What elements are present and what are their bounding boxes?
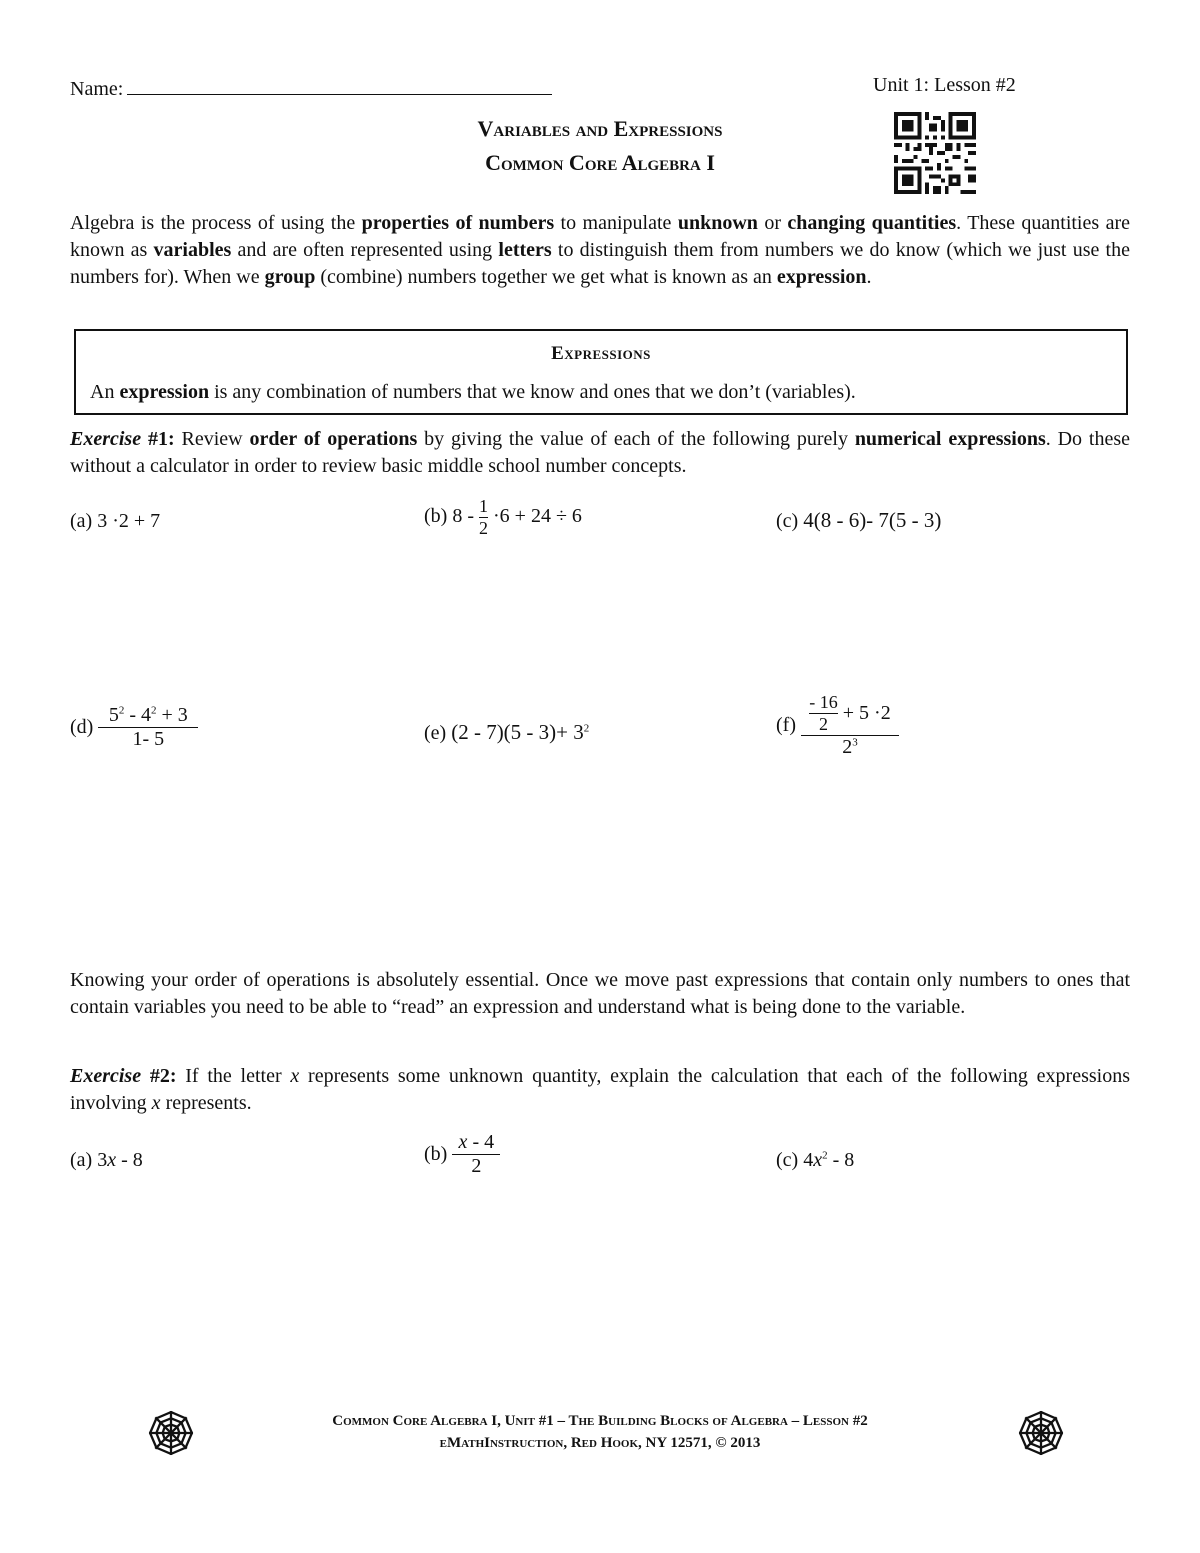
fraction-numerator: $\frac{- 16}{2}$ + 5 ·2 (809, 692, 891, 734)
fraction-numerator: $5^2 - 4^2 + 3$ (108, 704, 188, 726)
exercise1-prompt: Exercise #1: Review order of operations by giving the value of each of the following purely numerical expressions. Do these without a calculator in order to review basic middle school number concepts. (70, 428, 1131, 477)
fraction-denominator: 2 (452, 1154, 500, 1178)
transition-paragraph: Knowing your order of operations is absolutely essential. Once we move past expressions that contain only numbers to ones that contain variables you need to be able to “read” an expression and understand what is being done to the variable. (70, 969, 1130, 1018)
exercise2-item-a: (a) 3x - 8 (70, 1149, 143, 1171)
exercise1-item-f: (f) $\frac{- 16}{2}$ + 5 ·2 $2^3$ (776, 692, 899, 759)
unit-lesson-label: Unit 1: Lesson #2 (873, 74, 1016, 96)
name-label: Name: (70, 78, 124, 100)
fraction-numerator: 1 (479, 496, 488, 516)
exercise2-prompt: Exercise #2: If the letter x represents some unknown quantity, explain the calculation that each of the following expressions involving x represents. (70, 1065, 1130, 1114)
exercise2-item-c: (c) $4x^2 - 8$ (776, 1149, 855, 1171)
footer-line-2: eMathInstruction, Red Hook, NY 12571, © 2013 (439, 1435, 761, 1451)
fraction-denominator: $2^3$ (801, 735, 899, 759)
fraction-denominator: 2 (479, 518, 488, 538)
exercise1-item-a: (a) 3 ·2 + 7 (70, 510, 161, 532)
page-title: Variables and Expressions (477, 116, 723, 141)
exercise1-item-d: (d) $\frac{5^2 - 4^2 + 3}{1- 5}$ (70, 704, 198, 751)
qr-code-icon[interactable] (893, 112, 977, 194)
footer-line-1: Common Core Algebra I, Unit #1 – The Building Blocks of Algebra – Lesson #2 (332, 1413, 868, 1429)
intro-paragraph: Algebra is the process of using the properties of numbers to manipulate unknown or changing quantities. These quantities are known as variables and are often represented using letters to distinguish them from numbers we do know (which we just use the numbers for). When we group (combine) numbers together we get what is known as an expression. (70, 212, 1130, 288)
exercise1-item-b: (b) 8 - $\frac{1}{2}$ ·6 + 24 ÷ 6 (424, 496, 582, 538)
name-input-line[interactable] (127, 74, 552, 95)
definition-title: Expressions (551, 343, 651, 364)
fraction-denominator: 1- 5 (98, 727, 198, 751)
fraction-numerator: x - 4 (458, 1131, 495, 1153)
name-field-row (70, 74, 552, 101)
exercise1-item-c: (c) 4(8 - 6)- 7(5 - 3) (776, 508, 942, 532)
expressions-definition-box (74, 329, 1128, 415)
definition-text: An expression is any combination of numbers that we know and ones that we don’t (variables). (90, 381, 856, 403)
exercise2-item-b: (b) $\frac{x - 4}{2}$ (424, 1131, 500, 1178)
page-subtitle: Common Core Algebra I (485, 150, 715, 175)
exercise1-item-e: (e) $(2 - 7)(5 - 3)+ 3^2$ (424, 720, 590, 744)
